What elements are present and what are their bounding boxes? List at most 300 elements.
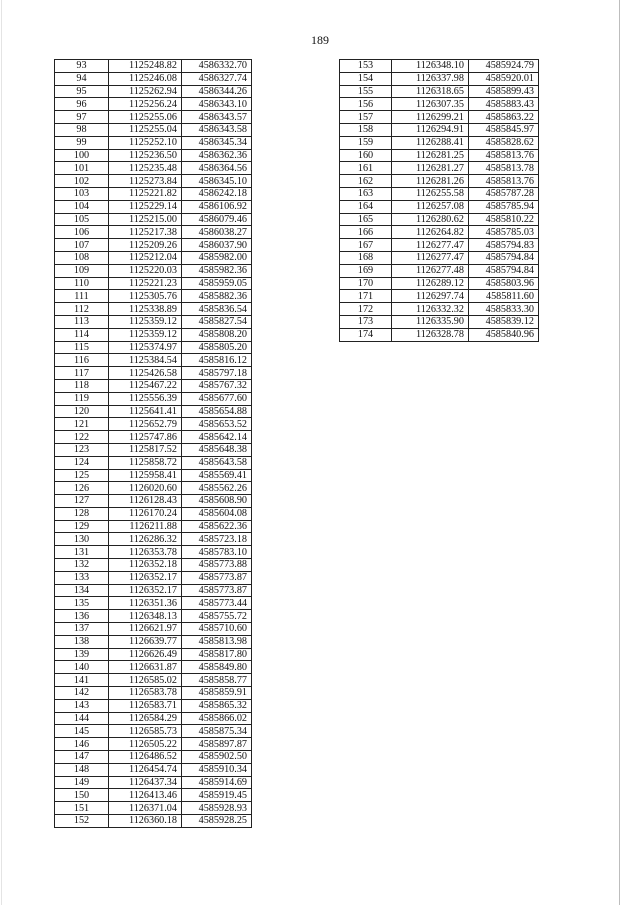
table-row bbox=[55, 60, 252, 73]
table-row bbox=[55, 533, 252, 546]
table-row bbox=[55, 802, 252, 815]
point-number-cell: 95 bbox=[55, 85, 109, 98]
point-number-cell: 107 bbox=[55, 239, 109, 252]
point-number-cell: 171 bbox=[340, 290, 392, 303]
y-coordinate-cell: 4585813.76 bbox=[469, 149, 539, 162]
y-coordinate-cell: 4585883.43 bbox=[469, 98, 539, 111]
point-number-cell: 111 bbox=[55, 290, 109, 303]
y-coordinate-cell: 4585816.12 bbox=[182, 354, 252, 367]
x-coordinate-cell: 1126583.71 bbox=[109, 699, 182, 712]
point-number-cell: 94 bbox=[55, 72, 109, 85]
x-coordinate-cell: 1126294.91 bbox=[392, 123, 469, 136]
table-row bbox=[55, 341, 252, 354]
x-coordinate-cell: 1125262.94 bbox=[109, 85, 182, 98]
x-coordinate-cell: 1126281.27 bbox=[392, 162, 469, 175]
point-number-cell: 166 bbox=[340, 226, 392, 239]
y-coordinate-cell: 4585723.18 bbox=[182, 533, 252, 546]
y-coordinate-cell: 4585858.77 bbox=[182, 674, 252, 687]
x-coordinate-cell: 1125220.03 bbox=[109, 264, 182, 277]
y-coordinate-cell: 4586037.90 bbox=[182, 239, 252, 252]
x-coordinate-cell: 1126281.26 bbox=[392, 175, 469, 188]
y-coordinate-cell: 4585845.97 bbox=[469, 123, 539, 136]
table-row bbox=[55, 687, 252, 700]
x-coordinate-cell: 1125209.26 bbox=[109, 239, 182, 252]
table-row bbox=[340, 72, 539, 85]
table-row bbox=[340, 149, 539, 162]
point-number-cell: 169 bbox=[340, 264, 392, 277]
table-row bbox=[55, 482, 252, 495]
table-row bbox=[55, 571, 252, 584]
y-coordinate-cell: 4585849.80 bbox=[182, 661, 252, 674]
point-number-cell: 154 bbox=[340, 72, 392, 85]
table-row bbox=[55, 431, 252, 444]
x-coordinate-cell: 1126352.17 bbox=[109, 571, 182, 584]
x-coordinate-cell: 1126352.18 bbox=[109, 559, 182, 572]
x-coordinate-cell: 1126585.73 bbox=[109, 725, 182, 738]
point-number-cell: 139 bbox=[55, 648, 109, 661]
x-coordinate-cell: 1125246.08 bbox=[109, 72, 182, 85]
point-number-cell: 163 bbox=[340, 187, 392, 200]
x-coordinate-cell: 1125817.52 bbox=[109, 443, 182, 456]
point-number-cell: 117 bbox=[55, 367, 109, 380]
y-coordinate-cell: 4585959.05 bbox=[182, 277, 252, 290]
x-coordinate-cell: 1125273.84 bbox=[109, 175, 182, 188]
x-coordinate-cell: 1126281.25 bbox=[392, 149, 469, 162]
y-coordinate-cell: 4586106.92 bbox=[182, 200, 252, 213]
point-number-cell: 141 bbox=[55, 674, 109, 687]
y-coordinate-cell: 4585920.01 bbox=[469, 72, 539, 85]
point-number-cell: 136 bbox=[55, 610, 109, 623]
x-coordinate-cell: 1125858.72 bbox=[109, 456, 182, 469]
y-coordinate-cell: 4585859.91 bbox=[182, 687, 252, 700]
point-number-cell: 100 bbox=[55, 149, 109, 162]
point-number-cell: 145 bbox=[55, 725, 109, 738]
table-row bbox=[55, 418, 252, 431]
x-coordinate-cell: 1126584.29 bbox=[109, 712, 182, 725]
x-coordinate-cell: 1125252.10 bbox=[109, 136, 182, 149]
point-number-cell: 115 bbox=[55, 341, 109, 354]
table-row bbox=[55, 85, 252, 98]
point-number-cell: 122 bbox=[55, 431, 109, 444]
x-coordinate-cell: 1126486.52 bbox=[109, 751, 182, 764]
x-coordinate-cell: 1126348.10 bbox=[392, 60, 469, 73]
table-row bbox=[55, 392, 252, 405]
table-row bbox=[55, 674, 252, 687]
y-coordinate-cell: 4586343.58 bbox=[182, 123, 252, 136]
point-number-cell: 101 bbox=[55, 162, 109, 175]
y-coordinate-cell: 4585773.87 bbox=[182, 584, 252, 597]
table-row bbox=[55, 751, 252, 764]
x-coordinate-cell: 1125256.24 bbox=[109, 98, 182, 111]
x-coordinate-cell: 1126631.87 bbox=[109, 661, 182, 674]
point-number-cell: 105 bbox=[55, 213, 109, 226]
point-number-cell: 161 bbox=[340, 162, 392, 175]
y-coordinate-cell: 4585827.54 bbox=[182, 315, 252, 328]
x-coordinate-cell: 1126280.62 bbox=[392, 213, 469, 226]
y-coordinate-cell: 4586345.34 bbox=[182, 136, 252, 149]
x-coordinate-cell: 1125255.06 bbox=[109, 111, 182, 124]
x-coordinate-cell: 1126307.35 bbox=[392, 98, 469, 111]
y-coordinate-cell: 4585648.38 bbox=[182, 443, 252, 456]
x-coordinate-cell: 1125652.79 bbox=[109, 418, 182, 431]
y-coordinate-cell: 4585783.10 bbox=[182, 546, 252, 559]
y-coordinate-cell: 4585562.26 bbox=[182, 482, 252, 495]
y-coordinate-cell: 4585875.34 bbox=[182, 725, 252, 738]
table-row bbox=[55, 584, 252, 597]
y-coordinate-cell: 4585897.87 bbox=[182, 738, 252, 751]
x-coordinate-cell: 1126020.60 bbox=[109, 482, 182, 495]
y-coordinate-cell: 4585902.50 bbox=[182, 751, 252, 764]
y-coordinate-cell: 4585813.76 bbox=[469, 175, 539, 188]
x-coordinate-cell: 1126348.13 bbox=[109, 610, 182, 623]
table-row bbox=[340, 162, 539, 175]
point-number-cell: 164 bbox=[340, 200, 392, 213]
y-coordinate-cell: 4586362.36 bbox=[182, 149, 252, 162]
table-row bbox=[55, 635, 252, 648]
table-row bbox=[55, 597, 252, 610]
x-coordinate-cell: 1126332.32 bbox=[392, 303, 469, 316]
x-coordinate-cell: 1126318.65 bbox=[392, 85, 469, 98]
y-coordinate-cell: 4586343.57 bbox=[182, 111, 252, 124]
y-coordinate-cell: 4585773.87 bbox=[182, 571, 252, 584]
y-coordinate-cell: 4585813.98 bbox=[182, 635, 252, 648]
table-row bbox=[340, 187, 539, 200]
y-coordinate-cell: 4585810.22 bbox=[469, 213, 539, 226]
y-coordinate-cell: 4585710.60 bbox=[182, 623, 252, 636]
point-number-cell: 147 bbox=[55, 751, 109, 764]
x-coordinate-cell: 1125374.97 bbox=[109, 341, 182, 354]
y-coordinate-cell: 4585604.08 bbox=[182, 507, 252, 520]
table-row bbox=[340, 175, 539, 188]
x-coordinate-cell: 1126353.78 bbox=[109, 546, 182, 559]
y-coordinate-cell: 4585817.80 bbox=[182, 648, 252, 661]
y-coordinate-cell: 4586332.70 bbox=[182, 60, 252, 73]
point-number-cell: 168 bbox=[340, 251, 392, 264]
x-coordinate-cell: 1125215.00 bbox=[109, 213, 182, 226]
point-number-cell: 106 bbox=[55, 226, 109, 239]
x-coordinate-cell: 1126505.22 bbox=[109, 738, 182, 751]
point-number-cell: 152 bbox=[55, 815, 109, 828]
coordinates-table-right bbox=[339, 59, 539, 342]
point-number-cell: 131 bbox=[55, 546, 109, 559]
x-coordinate-cell: 1126128.43 bbox=[109, 495, 182, 508]
point-number-cell: 172 bbox=[340, 303, 392, 316]
point-number-cell: 121 bbox=[55, 418, 109, 431]
point-number-cell: 127 bbox=[55, 495, 109, 508]
table-row bbox=[55, 815, 252, 828]
table-row bbox=[340, 60, 539, 73]
x-coordinate-cell: 1126352.17 bbox=[109, 584, 182, 597]
table-row bbox=[55, 315, 252, 328]
x-coordinate-cell: 1125255.04 bbox=[109, 123, 182, 136]
table-row bbox=[55, 149, 252, 162]
x-coordinate-cell: 1126454.74 bbox=[109, 763, 182, 776]
y-coordinate-cell: 4585773.88 bbox=[182, 559, 252, 572]
table-row bbox=[55, 559, 252, 572]
x-coordinate-cell: 1125958.41 bbox=[109, 469, 182, 482]
point-number-cell: 104 bbox=[55, 200, 109, 213]
table-row bbox=[55, 507, 252, 520]
table-row bbox=[55, 495, 252, 508]
table-row bbox=[55, 264, 252, 277]
y-coordinate-cell: 4586364.56 bbox=[182, 162, 252, 175]
point-number-cell: 124 bbox=[55, 456, 109, 469]
x-coordinate-cell: 1126335.90 bbox=[392, 315, 469, 328]
y-coordinate-cell: 4585928.93 bbox=[182, 802, 252, 815]
table-row bbox=[55, 623, 252, 636]
y-coordinate-cell: 4585767.32 bbox=[182, 379, 252, 392]
point-number-cell: 126 bbox=[55, 482, 109, 495]
point-number-cell: 132 bbox=[55, 559, 109, 572]
x-coordinate-cell: 1126277.47 bbox=[392, 239, 469, 252]
point-number-cell: 160 bbox=[340, 149, 392, 162]
table-row bbox=[340, 123, 539, 136]
y-coordinate-cell: 4585797.18 bbox=[182, 367, 252, 380]
table-row bbox=[340, 226, 539, 239]
x-coordinate-cell: 1126255.58 bbox=[392, 187, 469, 200]
table-row bbox=[55, 251, 252, 264]
y-coordinate-cell: 4585863.22 bbox=[469, 111, 539, 124]
point-number-cell: 167 bbox=[340, 239, 392, 252]
x-coordinate-cell: 1125235.48 bbox=[109, 162, 182, 175]
table-row bbox=[55, 72, 252, 85]
x-coordinate-cell: 1126286.32 bbox=[109, 533, 182, 546]
x-coordinate-cell: 1125221.82 bbox=[109, 187, 182, 200]
x-coordinate-cell: 1125426.58 bbox=[109, 367, 182, 380]
x-coordinate-cell: 1125305.76 bbox=[109, 290, 182, 303]
x-coordinate-cell: 1125641.41 bbox=[109, 405, 182, 418]
table-row bbox=[340, 98, 539, 111]
table-row bbox=[340, 200, 539, 213]
y-coordinate-cell: 4585924.79 bbox=[469, 60, 539, 73]
point-number-cell: 143 bbox=[55, 699, 109, 712]
point-number-cell: 138 bbox=[55, 635, 109, 648]
x-coordinate-cell: 1126288.41 bbox=[392, 136, 469, 149]
point-number-cell: 151 bbox=[55, 802, 109, 815]
point-number-cell: 108 bbox=[55, 251, 109, 264]
x-coordinate-cell: 1125384.54 bbox=[109, 354, 182, 367]
y-coordinate-cell: 4585785.94 bbox=[469, 200, 539, 213]
point-number-cell: 116 bbox=[55, 354, 109, 367]
coordinates-table-left-body bbox=[55, 60, 252, 828]
y-coordinate-cell: 4586343.10 bbox=[182, 98, 252, 111]
y-coordinate-cell: 4585899.43 bbox=[469, 85, 539, 98]
y-coordinate-cell: 4585805.20 bbox=[182, 341, 252, 354]
table-row bbox=[340, 328, 539, 341]
point-number-cell: 103 bbox=[55, 187, 109, 200]
point-number-cell: 153 bbox=[340, 60, 392, 73]
table-row bbox=[340, 213, 539, 226]
x-coordinate-cell: 1125229.14 bbox=[109, 200, 182, 213]
table-row bbox=[340, 315, 539, 328]
table-row bbox=[340, 290, 539, 303]
table-row bbox=[55, 648, 252, 661]
point-number-cell: 170 bbox=[340, 277, 392, 290]
point-number-cell: 148 bbox=[55, 763, 109, 776]
page-number: 189 bbox=[311, 33, 329, 47]
y-coordinate-cell: 4585643.58 bbox=[182, 456, 252, 469]
coordinates-table-left bbox=[54, 59, 252, 828]
y-coordinate-cell: 4585833.30 bbox=[469, 303, 539, 316]
point-number-cell: 165 bbox=[340, 213, 392, 226]
x-coordinate-cell: 1126639.77 bbox=[109, 635, 182, 648]
table-row bbox=[55, 136, 252, 149]
y-coordinate-cell: 4585642.14 bbox=[182, 431, 252, 444]
x-coordinate-cell: 1126337.98 bbox=[392, 72, 469, 85]
point-number-cell: 150 bbox=[55, 789, 109, 802]
y-coordinate-cell: 4585828.62 bbox=[469, 136, 539, 149]
table-row bbox=[340, 303, 539, 316]
point-number-cell: 149 bbox=[55, 776, 109, 789]
point-number-cell: 114 bbox=[55, 328, 109, 341]
point-number-cell: 99 bbox=[55, 136, 109, 149]
table-row bbox=[55, 789, 252, 802]
table-row bbox=[55, 776, 252, 789]
point-number-cell: 125 bbox=[55, 469, 109, 482]
y-coordinate-cell: 4585928.25 bbox=[182, 815, 252, 828]
point-number-cell: 133 bbox=[55, 571, 109, 584]
x-coordinate-cell: 1125212.04 bbox=[109, 251, 182, 264]
x-coordinate-cell: 1125236.50 bbox=[109, 149, 182, 162]
x-coordinate-cell: 1126277.48 bbox=[392, 264, 469, 277]
table-row bbox=[340, 251, 539, 264]
point-number-cell: 119 bbox=[55, 392, 109, 405]
x-coordinate-cell: 1126351.36 bbox=[109, 597, 182, 610]
point-number-cell: 162 bbox=[340, 175, 392, 188]
table-row bbox=[55, 226, 252, 239]
point-number-cell: 173 bbox=[340, 315, 392, 328]
table-row bbox=[55, 111, 252, 124]
y-coordinate-cell: 4585866.02 bbox=[182, 712, 252, 725]
y-coordinate-cell: 4585794.84 bbox=[469, 264, 539, 277]
y-coordinate-cell: 4586327.74 bbox=[182, 72, 252, 85]
x-coordinate-cell: 1126585.02 bbox=[109, 674, 182, 687]
table-row bbox=[55, 367, 252, 380]
x-coordinate-cell: 1125217.38 bbox=[109, 226, 182, 239]
point-number-cell: 137 bbox=[55, 623, 109, 636]
table-row bbox=[340, 277, 539, 290]
point-number-cell: 109 bbox=[55, 264, 109, 277]
y-coordinate-cell: 4585677.60 bbox=[182, 392, 252, 405]
table-row bbox=[55, 290, 252, 303]
table-row bbox=[55, 738, 252, 751]
table-row bbox=[55, 763, 252, 776]
point-number-cell: 140 bbox=[55, 661, 109, 674]
x-coordinate-cell: 1126297.74 bbox=[392, 290, 469, 303]
y-coordinate-cell: 4585836.54 bbox=[182, 303, 252, 316]
y-coordinate-cell: 4586345.10 bbox=[182, 175, 252, 188]
point-number-cell: 93 bbox=[55, 60, 109, 73]
page-edge-left bbox=[1, 0, 2, 905]
point-number-cell: 118 bbox=[55, 379, 109, 392]
table-row bbox=[340, 136, 539, 149]
y-coordinate-cell: 4585608.90 bbox=[182, 495, 252, 508]
point-number-cell: 130 bbox=[55, 533, 109, 546]
y-coordinate-cell: 4585622.36 bbox=[182, 520, 252, 533]
point-number-cell: 113 bbox=[55, 315, 109, 328]
point-number-cell: 128 bbox=[55, 507, 109, 520]
point-number-cell: 157 bbox=[340, 111, 392, 124]
y-coordinate-cell: 4585808.20 bbox=[182, 328, 252, 341]
y-coordinate-cell: 4585982.00 bbox=[182, 251, 252, 264]
point-number-cell: 155 bbox=[340, 85, 392, 98]
point-number-cell: 102 bbox=[55, 175, 109, 188]
point-number-cell: 97 bbox=[55, 111, 109, 124]
table-row bbox=[55, 520, 252, 533]
y-coordinate-cell: 4585654.88 bbox=[182, 405, 252, 418]
table-row bbox=[340, 239, 539, 252]
x-coordinate-cell: 1126626.49 bbox=[109, 648, 182, 661]
table-row bbox=[55, 443, 252, 456]
table-row bbox=[340, 264, 539, 277]
y-coordinate-cell: 4585882.36 bbox=[182, 290, 252, 303]
point-number-cell: 159 bbox=[340, 136, 392, 149]
point-number-cell: 142 bbox=[55, 687, 109, 700]
y-coordinate-cell: 4586344.26 bbox=[182, 85, 252, 98]
x-coordinate-cell: 1126583.78 bbox=[109, 687, 182, 700]
table-row bbox=[55, 699, 252, 712]
page-edge-right bbox=[619, 0, 620, 905]
y-coordinate-cell: 4585839.12 bbox=[469, 315, 539, 328]
table-row bbox=[55, 98, 252, 111]
table-row bbox=[55, 213, 252, 226]
point-number-cell: 129 bbox=[55, 520, 109, 533]
table-row bbox=[55, 405, 252, 418]
point-number-cell: 146 bbox=[55, 738, 109, 751]
point-number-cell: 112 bbox=[55, 303, 109, 316]
x-coordinate-cell: 1126621.97 bbox=[109, 623, 182, 636]
table-row bbox=[55, 187, 252, 200]
x-coordinate-cell: 1126413.46 bbox=[109, 789, 182, 802]
point-number-cell: 174 bbox=[340, 328, 392, 341]
coordinates-table-right-body bbox=[340, 60, 539, 342]
table-row bbox=[55, 354, 252, 367]
x-coordinate-cell: 1125248.82 bbox=[109, 60, 182, 73]
y-coordinate-cell: 4585569.41 bbox=[182, 469, 252, 482]
y-coordinate-cell: 4585813.78 bbox=[469, 162, 539, 175]
x-coordinate-cell: 1126170.24 bbox=[109, 507, 182, 520]
table-row bbox=[55, 175, 252, 188]
x-coordinate-cell: 1126360.18 bbox=[109, 815, 182, 828]
point-number-cell: 135 bbox=[55, 597, 109, 610]
y-coordinate-cell: 4586038.27 bbox=[182, 226, 252, 239]
table-row bbox=[55, 200, 252, 213]
point-number-cell: 123 bbox=[55, 443, 109, 456]
x-coordinate-cell: 1125747.86 bbox=[109, 431, 182, 444]
y-coordinate-cell: 4585785.03 bbox=[469, 226, 539, 239]
y-coordinate-cell: 4585919.45 bbox=[182, 789, 252, 802]
table-row bbox=[55, 712, 252, 725]
table-row bbox=[55, 379, 252, 392]
y-coordinate-cell: 4586242.18 bbox=[182, 187, 252, 200]
table-row bbox=[55, 303, 252, 316]
point-number-cell: 96 bbox=[55, 98, 109, 111]
table-row bbox=[55, 661, 252, 674]
x-coordinate-cell: 1126264.82 bbox=[392, 226, 469, 239]
table-row bbox=[55, 456, 252, 469]
point-number-cell: 134 bbox=[55, 584, 109, 597]
y-coordinate-cell: 4585803.96 bbox=[469, 277, 539, 290]
x-coordinate-cell: 1126299.21 bbox=[392, 111, 469, 124]
x-coordinate-cell: 1126371.04 bbox=[109, 802, 182, 815]
x-coordinate-cell: 1125556.39 bbox=[109, 392, 182, 405]
x-coordinate-cell: 1125338.89 bbox=[109, 303, 182, 316]
y-coordinate-cell: 4585982.36 bbox=[182, 264, 252, 277]
table-row bbox=[55, 610, 252, 623]
y-coordinate-cell: 4585840.96 bbox=[469, 328, 539, 341]
y-coordinate-cell: 4585794.83 bbox=[469, 239, 539, 252]
y-coordinate-cell: 4585755.72 bbox=[182, 610, 252, 623]
